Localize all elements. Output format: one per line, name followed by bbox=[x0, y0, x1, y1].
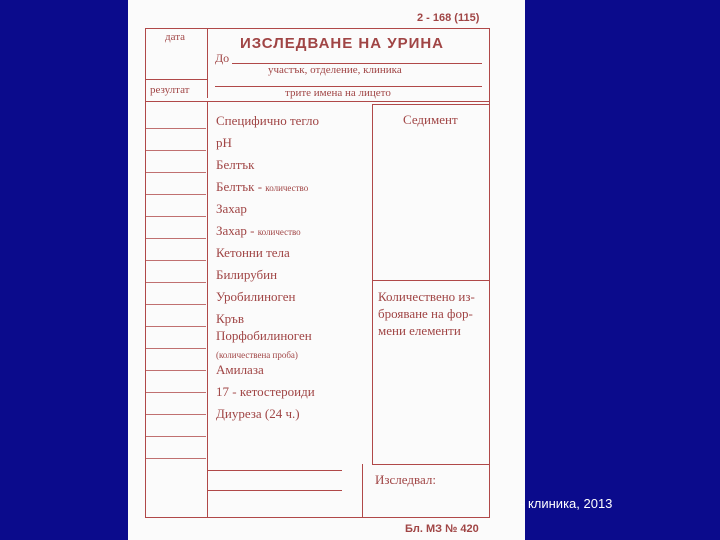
test-item: Захар bbox=[216, 201, 247, 216]
count-label bbox=[378, 288, 475, 339]
left-row-line bbox=[146, 194, 206, 195]
right-box-bottom bbox=[372, 464, 490, 465]
to-label: До bbox=[215, 51, 230, 65]
slide-caption: - клиника, 2013 bbox=[520, 496, 613, 511]
bottom-line-1 bbox=[207, 470, 342, 471]
names-hint: трите имена на лицето bbox=[285, 87, 391, 99]
examined-divider bbox=[362, 464, 363, 518]
test-item: Уробилиноген bbox=[216, 289, 296, 304]
test-item: Белтък - количество bbox=[216, 179, 309, 194]
test-item: Диуреза (24 ч.) bbox=[216, 406, 300, 421]
left-row-line bbox=[146, 216, 206, 217]
left-row-line bbox=[146, 238, 206, 239]
count-label-line-3: мени елементи bbox=[378, 323, 461, 338]
sediment-box-top bbox=[372, 104, 490, 105]
right-box-left-border bbox=[372, 104, 373, 464]
test-item: pH bbox=[216, 135, 232, 150]
test-item-note: (количествена проба) bbox=[216, 350, 298, 360]
header-divider bbox=[207, 28, 208, 98]
test-item: Билирубин bbox=[216, 267, 278, 282]
test-item: Специфично тегло bbox=[216, 113, 320, 128]
dept-hint: участък, отделение, клиника bbox=[268, 64, 402, 76]
test-item: 17 - кетостероиди bbox=[216, 384, 315, 399]
count-label-line-1: Количествено из- bbox=[378, 289, 475, 304]
left-row-line bbox=[146, 348, 206, 349]
left-row-line bbox=[146, 392, 206, 393]
test-item: Белтък bbox=[216, 157, 255, 172]
count-box-top bbox=[372, 280, 490, 281]
test-item: Захар - количество bbox=[216, 223, 301, 238]
form-number: 2 - 168 (115) bbox=[417, 12, 480, 24]
date-divider bbox=[145, 79, 207, 80]
test-item: Кетонни тела bbox=[216, 245, 290, 260]
form-title: ИЗСЛЕДВАНЕ НА УРИНА bbox=[240, 35, 445, 52]
left-row-line bbox=[146, 172, 206, 173]
form-footer: Бл. МЗ № 420 bbox=[405, 523, 479, 535]
left-row-line bbox=[146, 150, 206, 151]
left-row-line bbox=[146, 282, 206, 283]
left-row-line bbox=[146, 304, 206, 305]
examined-label: Изследвал: bbox=[375, 472, 436, 487]
date-label: дата bbox=[165, 31, 186, 43]
left-row-line bbox=[146, 128, 206, 129]
result-label: резултат bbox=[150, 84, 190, 96]
left-column-divider bbox=[207, 101, 208, 518]
left-row-line bbox=[146, 370, 206, 371]
left-row-line bbox=[146, 414, 206, 415]
sediment-label: Седимент bbox=[403, 112, 458, 127]
left-row-line bbox=[146, 436, 206, 437]
test-item: Амилаза bbox=[216, 362, 264, 377]
header-bottom-line bbox=[145, 101, 490, 102]
left-row-line bbox=[146, 326, 206, 327]
bottom-line-2 bbox=[207, 490, 342, 491]
test-item: Кръв bbox=[216, 311, 245, 326]
left-row-line bbox=[146, 260, 206, 261]
test-item: Порфобилиноген bbox=[216, 328, 312, 343]
left-row-line bbox=[146, 458, 206, 459]
count-label-line-2: брояване на фор- bbox=[378, 306, 473, 321]
